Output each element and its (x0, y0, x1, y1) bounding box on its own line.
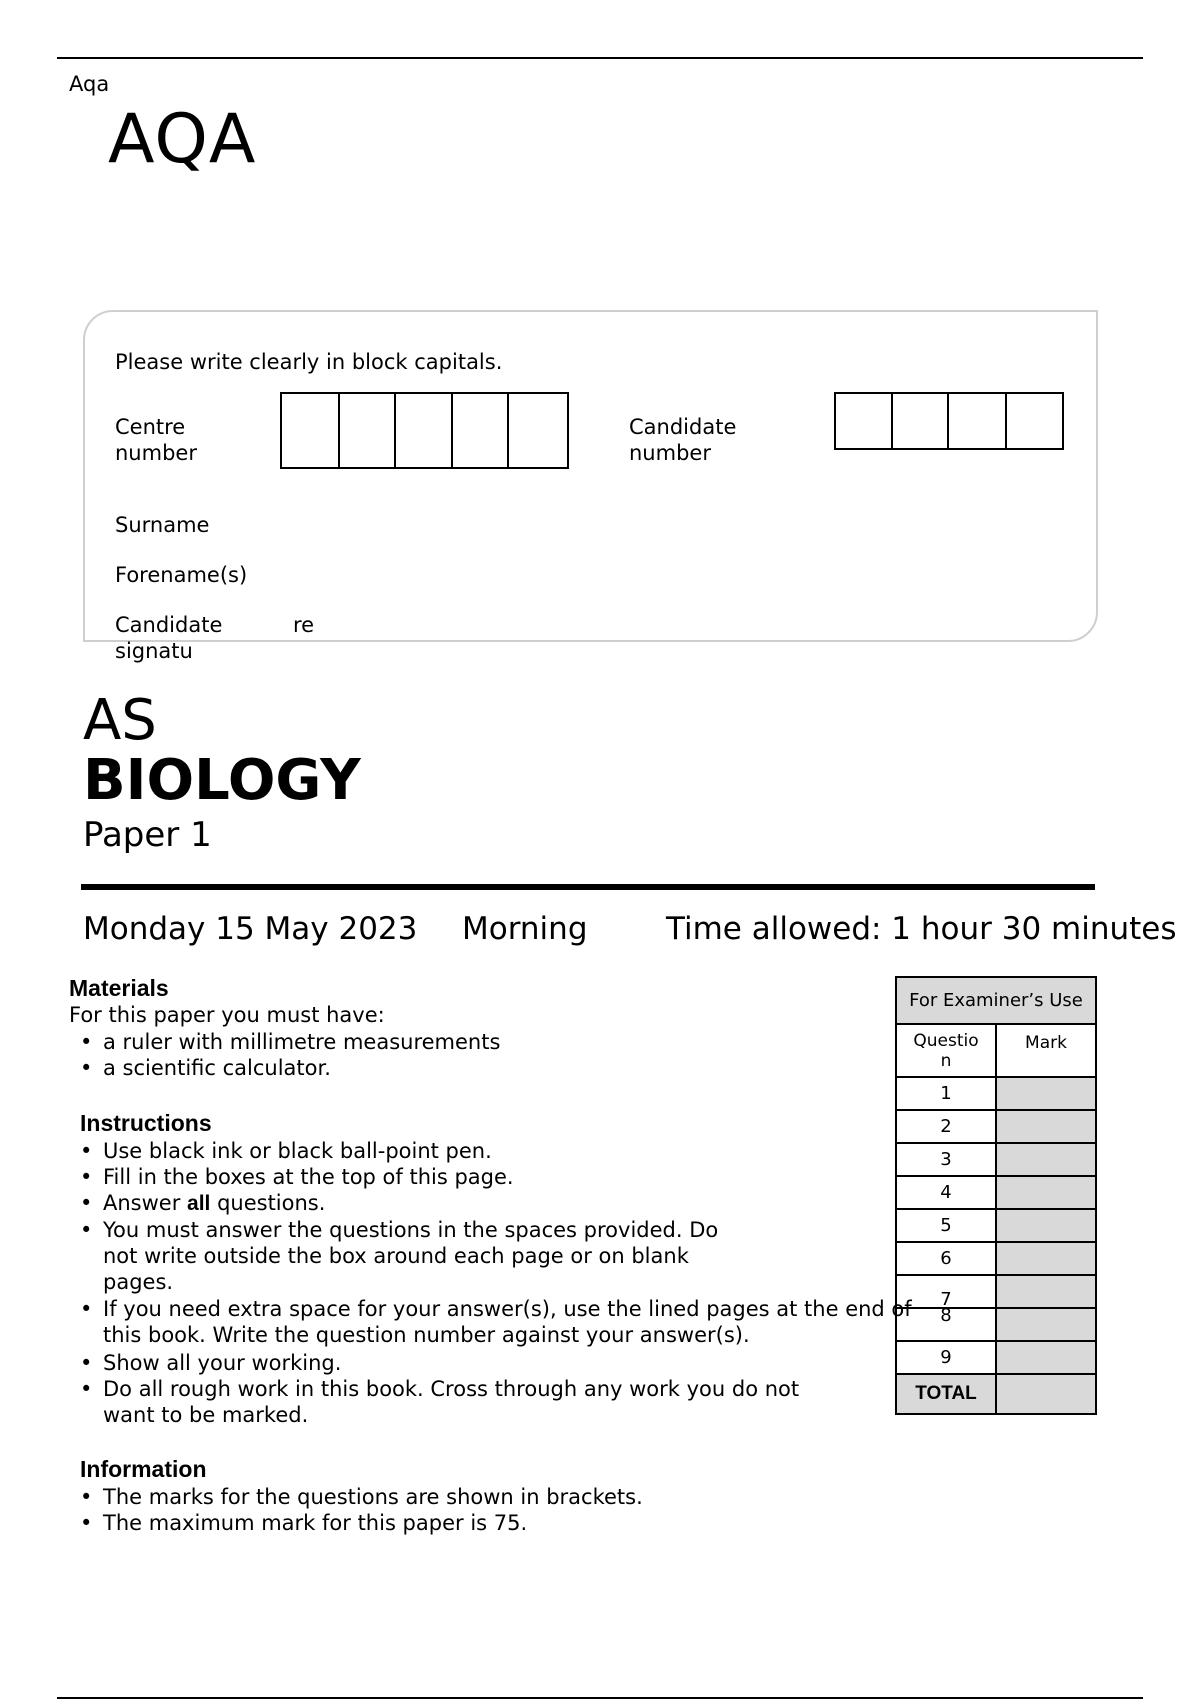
candidate-number-cell[interactable] (1007, 394, 1063, 448)
mark-cell[interactable] (996, 1209, 1096, 1242)
surname-field[interactable] (290, 505, 1070, 539)
title-divider (81, 884, 1095, 890)
question-number: 2 (896, 1110, 996, 1143)
list-item: • Answer all questions. (69, 1190, 769, 1217)
candidate-number-label: Candidate number (629, 415, 737, 465)
bottom-rule (57, 1697, 1143, 1699)
centre-number-label: Centre number (115, 415, 197, 465)
total-mark-cell[interactable] (996, 1374, 1096, 1414)
centre-number-cell[interactable] (509, 394, 567, 467)
instructions-heading: Instructions (80, 1110, 212, 1136)
mark-cell[interactable] (996, 1110, 1096, 1143)
mark-column-header: Mark (996, 1024, 1096, 1077)
list-item: • Show all your working. (69, 1350, 869, 1376)
mark-cell[interactable] (996, 1308, 1096, 1341)
information-list (69, 1484, 869, 1536)
top-rule (57, 57, 1143, 59)
list-item: • a scientific calculator. (69, 1055, 669, 1081)
centre-number-cell[interactable] (340, 394, 397, 467)
mark-cell[interactable] (996, 1275, 1096, 1308)
bullet-marker: • (80, 1297, 93, 1321)
question-number: 7 (896, 1275, 996, 1308)
paper-title: Paper 1 (83, 815, 212, 855)
candidate-number-boxes (834, 392, 1064, 450)
candidate-signature-label-fragment: re (293, 613, 315, 637)
question-number: 3 (896, 1143, 996, 1176)
question-column-header: Questio n (896, 1024, 996, 1077)
list-item: • The marks for the questions are shown in brackets. (69, 1484, 869, 1510)
question-number: 9 (896, 1341, 996, 1374)
total-label: TOTAL (896, 1374, 996, 1414)
question-number: 4 (896, 1176, 996, 1209)
centre-number-cell[interactable] (453, 394, 510, 467)
subject-title: BIOLOGY (83, 748, 361, 813)
list-item: • Fill in the boxes at the top of this page. (69, 1164, 769, 1190)
surname-label: Surname (115, 513, 210, 537)
question-number: 1 (896, 1077, 996, 1110)
materials-intro: For this paper you must have: (69, 1003, 385, 1027)
small-logo-text: Aqa (69, 72, 110, 96)
mark-cell[interactable] (996, 1341, 1096, 1374)
mark-cell[interactable] (996, 1242, 1096, 1275)
instructions-list (69, 1138, 769, 1295)
candidate-number-cell[interactable] (893, 394, 950, 448)
examiner-use-table (895, 976, 1097, 1415)
question-number: 5 (896, 1209, 996, 1242)
list-item: • You must answer the questions in the spaces provided. Do not write outside the box around each page or on blank pages. (69, 1217, 723, 1295)
candidate-number-cell[interactable] (949, 394, 1007, 448)
question-number: 8 (896, 1308, 996, 1341)
forename-field[interactable] (290, 555, 1070, 589)
candidate-number-cell[interactable] (836, 394, 893, 448)
centre-number-boxes (280, 392, 569, 469)
qualification-level: AS (83, 688, 157, 753)
centre-number-cell[interactable] (396, 394, 453, 467)
information-heading: Information (80, 1456, 207, 1482)
block-capitals-instruction: Please write clearly in block capitals. (115, 350, 503, 374)
centre-number-cell[interactable] (282, 394, 340, 467)
materials-list (69, 1029, 669, 1081)
question-number: 6 (896, 1242, 996, 1275)
list-item: • Do all rough work in this book. Cross through any work you do not want to be marked. (69, 1376, 823, 1428)
time-allowed: Time allowed: 1 hour 30 minutes (666, 911, 1177, 947)
signature-field[interactable] (330, 605, 1070, 639)
list-item: • a ruler with millimetre measurements (69, 1029, 669, 1055)
exam-session: Morning (462, 911, 588, 947)
instructions-list-continued (69, 1350, 869, 1428)
mark-cell[interactable] (996, 1176, 1096, 1209)
aqa-logo: AQA (108, 100, 257, 179)
list-item: • The maximum mark for this paper is 75. (69, 1510, 869, 1536)
mark-cell[interactable] (996, 1077, 1096, 1110)
exam-date: Monday 15 May 2023 (83, 911, 418, 947)
candidate-signature-label: Candidate signatu (115, 613, 223, 663)
forename-label: Forename(s) (115, 563, 248, 587)
list-item-extra-space: If you need extra space for your answer(s), use the lined pages at the end of this book. Write the question number against your answer(s). (103, 1297, 912, 1347)
list-item: • Use black ink or black ball-point pen. (69, 1138, 769, 1164)
examiner-table-title: For Examiner’s Use (896, 977, 1096, 1024)
materials-heading: Materials (69, 975, 169, 1001)
mark-cell[interactable] (996, 1143, 1096, 1176)
